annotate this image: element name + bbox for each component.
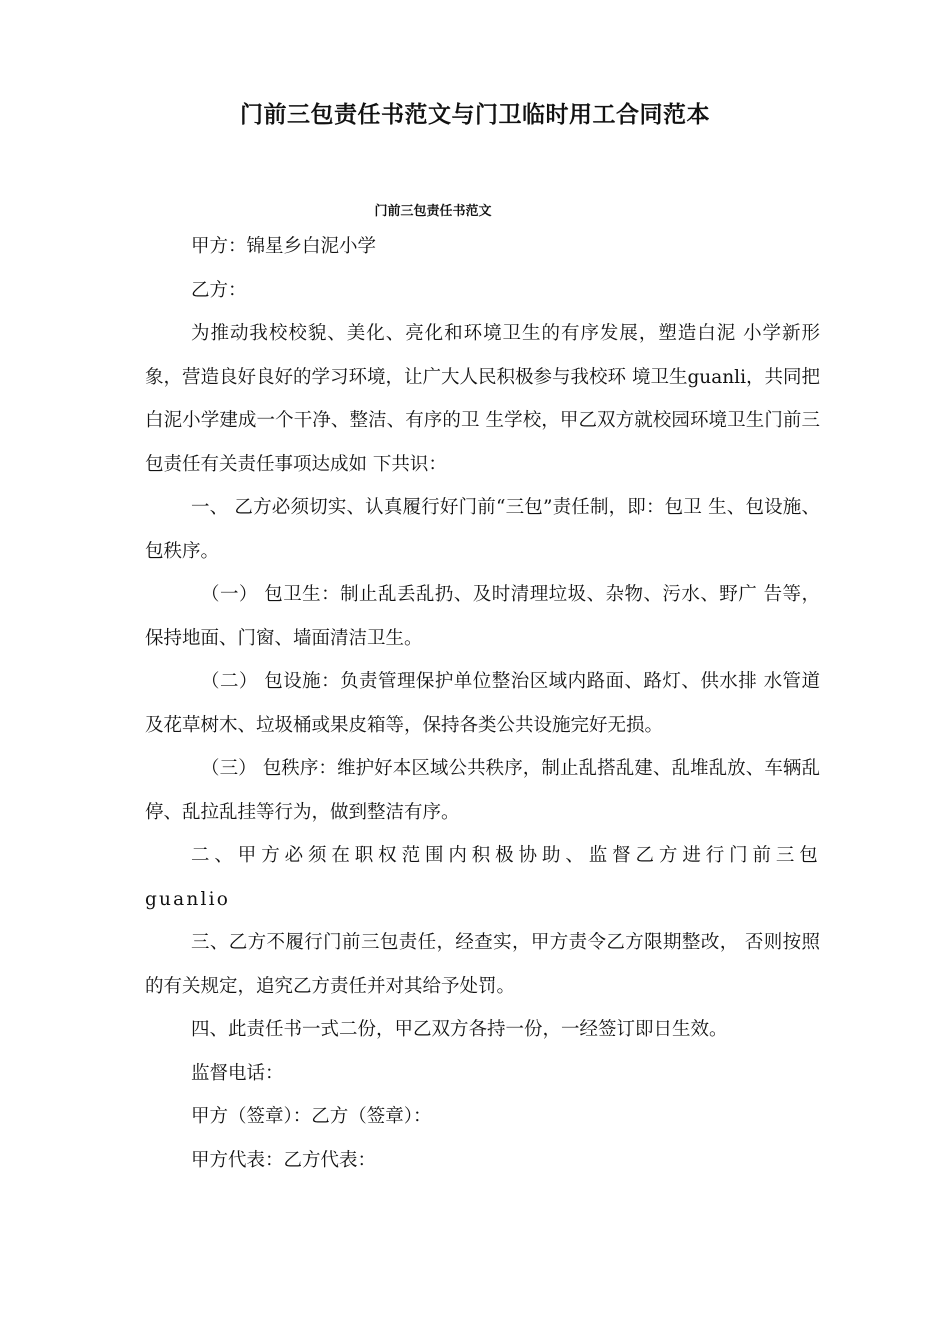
representative-line: 甲方代表：乙方代表： — [191, 1149, 377, 1171]
document-body — [145, 225, 820, 1182]
clause-1-2-paragraph: （二） 包设施：负责管理保护单位整治区域内路面、路灯、供水排 水管道及花草树木、垃圾桶或果皮箱等，保持各类公共设施完好无损。 — [145, 671, 820, 736]
clause-4-paragraph: 四、此责任书一式二份，甲乙双方各持一份，一经签订即日生效。 — [191, 1019, 728, 1040]
document-title: 门前三包责任书范文与门卫临时用工合同范本 — [240, 102, 710, 128]
clause-1-1-paragraph: （一） 包卫生：制止乱丢乱扔、及时清理垃圾、杂物、污水、野广 告等，保持地面、门窗、墙面清洁卫生。 — [145, 584, 820, 649]
clause-2-paragraph: 二、甲方必须在职权范围内积极协助、监督乙方进行门前三包guanlio — [145, 845, 820, 910]
party-b-line: 乙方： — [191, 279, 247, 301]
clause-1-paragraph: 一、 乙方必须切实、认真履行好门前“三包”责任制，即：包卫 生、包设施、包秩序。 — [145, 497, 820, 562]
clause-3-paragraph: 三、乙方不履行门前三包责任，经查实，甲方责令乙方限期整改， 否则按照的有关规定，追究乙方责任并对其给予处罚。 — [145, 932, 820, 997]
party-a-line: 甲方：锦星乡白泥小学 — [191, 236, 377, 257]
section-subtitle: 门前三包责任书范文 — [374, 204, 492, 219]
supervision-phone-line: 监督电话： — [191, 1062, 284, 1084]
clause-1-3-paragraph: （三） 包秩序：维护好本区域公共秩序，制止乱搭乱建、乱堆乱放、车辆乱停、乱拉乱挂等行为，做到整洁有序。 — [145, 758, 820, 823]
signature-seal-line: 甲方（签章）：乙方（签章）： — [191, 1106, 432, 1127]
preamble-paragraph: 为推动我校校貌、美化、亮化和环境卫生的有序发展，塑造白泥 小学新形象，营造良好良好的学习环境，让广大人民积极参与我校环 境卫生guanli，共同把白泥小学建成一个干净、整洁、有序的卫 生学校，甲乙双方就校园环境卫生门前三包责任有关责任事项达成如 下共识： — [145, 323, 820, 475]
